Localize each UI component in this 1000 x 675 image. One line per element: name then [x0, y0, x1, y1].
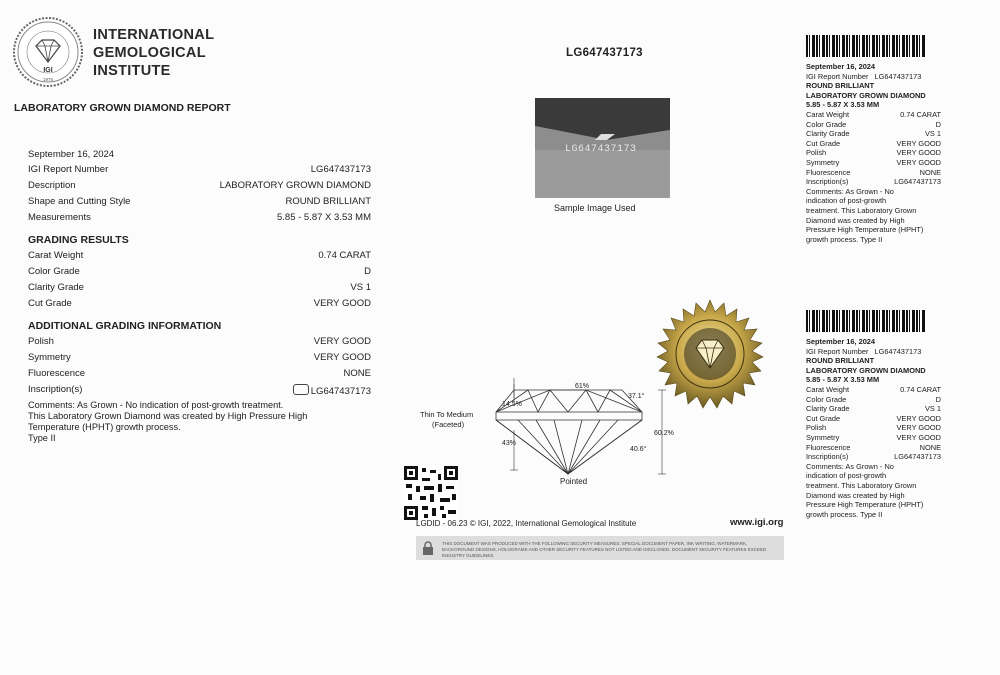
comments-line: Temperature (HPHT) growth process. — [28, 422, 181, 432]
card-comment-line: treatment. This Laboratory Grown — [806, 205, 917, 215]
card-row — [806, 120, 941, 130]
card-comment-line: Comments: As Grown - No — [806, 461, 894, 471]
card-label: Inscription(s) — [806, 452, 849, 462]
culet-label: Pointed — [560, 477, 588, 486]
card-row — [806, 139, 941, 149]
grading-row — [28, 282, 371, 296]
card-row — [806, 72, 941, 82]
org-name-line-2: GEMOLOGICAL — [93, 45, 206, 61]
card-label: Symmetry — [806, 157, 840, 167]
card-description: LABORATORY GROWN DIAMOND — [806, 365, 926, 375]
org-name-line-3: INSTITUTE — [93, 63, 171, 79]
card-row — [806, 347, 941, 357]
girdle-label: Thin To Medium — [420, 410, 474, 419]
comments-line: Type II — [28, 433, 56, 443]
detail-label: Description — [28, 180, 76, 191]
card-comment-line: growth process. Type II — [806, 509, 883, 519]
detail-row — [28, 180, 371, 194]
card-row — [806, 148, 941, 158]
comments — [28, 400, 378, 444]
security-text — [442, 541, 772, 559]
card-row — [806, 452, 941, 462]
additional-label: Polish — [28, 336, 54, 347]
card-comment-line: treatment. This Laboratory Grown — [806, 480, 917, 490]
card-value: VERY GOOD — [896, 423, 941, 433]
summary-card-top — [806, 62, 941, 244]
card-value: VERY GOOD — [896, 413, 941, 423]
card-label: Polish — [806, 148, 827, 158]
card-row — [806, 158, 941, 168]
grading-value: VERY GOOD — [313, 298, 371, 309]
additional-row — [28, 368, 371, 382]
card-value: VS 1 — [924, 404, 941, 414]
org-name — [93, 26, 214, 80]
card-measurements: 5.85 - 5.87 X 3.53 MM — [806, 375, 880, 385]
card-row — [806, 177, 941, 187]
card-row — [806, 423, 941, 433]
card-row — [806, 433, 941, 443]
card-label: Color Grade — [806, 119, 847, 129]
website-link[interactable]: www.igi.org — [730, 517, 784, 528]
svg-text:IGI: IGI — [43, 67, 53, 74]
card-label: IGI Report Number — [806, 71, 869, 81]
grading-label: Cut Grade — [28, 298, 72, 309]
security-text-line: BACKGROUND DESIGNS, HOLOGRAMS AND OTHER SECURITY FEATURES NOT LISTED AND DISCLOSED. DOCUMENT SECURITY FEATURES EXCEED INDUSTRY GUIDELINES — [442, 547, 767, 558]
grading-row — [28, 250, 371, 264]
additional-row — [28, 352, 371, 366]
card-label: Color Grade — [806, 394, 847, 404]
card-row — [806, 395, 941, 405]
card-value: VERY GOOD — [896, 157, 941, 167]
card-date: September 16, 2024 — [806, 62, 876, 71]
card-label: Inscription(s) — [806, 177, 849, 187]
comments-line: This Laboratory Grown Diamond was created by High Pressure High — [28, 411, 308, 421]
card-shape: ROUND BRILLIANT — [806, 81, 875, 91]
additional-row — [28, 384, 371, 398]
card-value: VS 1 — [924, 129, 941, 139]
card-row — [806, 385, 941, 395]
card-label: Carat Weight — [806, 109, 849, 119]
additional-label: Fluorescence — [28, 368, 86, 379]
card-date: September 16, 2024 — [806, 337, 876, 346]
grading-value: D — [364, 266, 371, 277]
card-value: VERY GOOD — [896, 432, 941, 442]
inscription-value-wrap — [293, 384, 371, 397]
girdle-label-sub: (Faceted) — [432, 420, 465, 429]
card-label: Fluorescence — [806, 167, 851, 177]
card-label: Symmetry — [806, 432, 840, 442]
table-percent: 61% — [574, 383, 590, 390]
org-name-line-1: INTERNATIONAL — [93, 27, 215, 43]
card-label: IGI Report Number — [806, 346, 869, 356]
card-value: VERY GOOD — [896, 148, 941, 158]
card-label: Cut Grade — [806, 413, 841, 423]
additional-value: NONE — [343, 368, 371, 379]
card-value: NONE — [919, 442, 941, 452]
sample-inscription-image — [535, 98, 670, 198]
report-date: September 16, 2024 — [28, 149, 115, 160]
card-row — [806, 404, 941, 414]
card-row — [806, 110, 941, 120]
additional-value: VERY GOOD — [313, 336, 371, 347]
card-comment-line: indication of post-growth — [806, 471, 887, 481]
comments-line: Comments: As Grown - No indication of post-growth treatment. — [28, 400, 284, 410]
card-row — [806, 129, 941, 139]
sample-inscription-text: LG647437173 — [565, 144, 637, 155]
card-comment-line: indication of post-growth — [806, 196, 887, 206]
detail-value: LABORATORY GROWN DIAMOND — [219, 180, 371, 191]
detail-value: 5.85 - 5.87 X 3.53 MM — [277, 212, 371, 223]
additional-value: VERY GOOD — [313, 352, 371, 363]
additional-grading-heading: ADDITIONAL GRADING INFORMATION — [28, 320, 222, 332]
center-report-number: LG647437173 — [566, 47, 643, 59]
card-comment-line: Diamond was created by High — [806, 490, 905, 500]
grading-results-heading: GRADING RESULTS — [28, 234, 129, 246]
additional-row — [28, 336, 371, 350]
card-label: Polish — [806, 423, 827, 433]
barcode — [806, 35, 926, 57]
detail-row — [28, 212, 371, 226]
qr-code[interactable] — [404, 466, 458, 520]
additional-label: Symmetry — [28, 352, 71, 363]
detail-value: ROUND BRILLIANT — [285, 196, 371, 207]
card-row — [806, 414, 941, 424]
card-comment-line: Pressure High Temperature (HPHT) — [806, 500, 924, 510]
detail-label: Measurements — [28, 212, 91, 223]
lock-icon — [422, 541, 434, 555]
detail-label: IGI Report Number — [28, 164, 109, 175]
grading-row — [28, 298, 371, 312]
grading-value: 0.74 CARAT — [318, 250, 371, 261]
card-value: D — [935, 394, 941, 404]
report-title: LABORATORY GROWN DIAMOND REPORT — [14, 102, 231, 114]
pavilion-depth: 43% — [502, 440, 517, 447]
grading-label: Color Grade — [28, 266, 80, 277]
additional-label: Inscription(s) — [28, 384, 83, 395]
crown-height: 14.5% — [502, 401, 522, 408]
gold-hologram-seal — [654, 298, 766, 410]
grading-label: Clarity Grade — [28, 282, 84, 293]
total-depth: 60.2% — [654, 430, 674, 437]
card-label: Cut Grade — [806, 138, 841, 148]
card-measurements: 5.85 - 5.87 X 3.53 MM — [806, 100, 880, 110]
card-row — [806, 443, 941, 453]
card-description: LABORATORY GROWN DIAMOND — [806, 90, 926, 100]
security-text-line: THIS DOCUMENT WAS PRODUCED WITH THE FOLLOWING SECURITY MEASURES: SPECIAL DOCUMENT PAPER, INK WRITING, WATERMARK, — [442, 541, 748, 546]
card-label: Clarity Grade — [806, 404, 850, 414]
barcode — [806, 310, 926, 332]
igi-seal-logo — [12, 16, 84, 88]
card-comment-line: Pressure High Temperature (HPHT) — [806, 225, 924, 235]
svg-text:1975: 1975 — [42, 77, 54, 82]
grading-label: Carat Weight — [28, 250, 84, 261]
card-value: NONE — [919, 167, 941, 177]
sample-image-caption: Sample Image Used — [554, 203, 636, 213]
grading-row — [28, 266, 371, 280]
card-value: D — [935, 119, 941, 129]
additional-value: LG647437173 — [310, 386, 371, 397]
grading-value: VS 1 — [350, 282, 371, 293]
summary-card-bottom — [806, 337, 941, 519]
pavilion-angle: 40.6° — [630, 446, 647, 453]
card-comment-line: growth process. Type II — [806, 234, 883, 244]
card-label: Clarity Grade — [806, 129, 850, 139]
card-comment-line: Comments: As Grown - No — [806, 186, 894, 196]
card-label: Carat Weight — [806, 384, 849, 394]
copyright-line: LGDID - 06.23 © IGI, 2022, International Gemological Institute — [416, 519, 637, 528]
card-row — [806, 168, 941, 178]
card-shape: ROUND BRILLIANT — [806, 356, 875, 366]
card-label: Fluorescence — [806, 442, 851, 452]
igi-mini-logo-icon — [293, 384, 309, 395]
crown-angle: 37.1° — [628, 393, 645, 400]
card-value: 0.74 CARAT — [900, 109, 941, 119]
card-value: LG647437173 — [874, 71, 922, 81]
card-value: VERY GOOD — [896, 138, 941, 148]
card-comment-line: Diamond was created by High — [806, 215, 905, 225]
card-value: LG647437173 — [894, 177, 941, 187]
detail-row — [28, 196, 371, 210]
card-value: LG647437173 — [894, 452, 941, 462]
detail-label: Shape and Cutting Style — [28, 196, 131, 207]
detail-value: LG647437173 — [310, 164, 371, 175]
detail-row — [28, 164, 371, 178]
card-value: 0.74 CARAT — [900, 384, 941, 394]
card-value: LG647437173 — [874, 346, 922, 356]
